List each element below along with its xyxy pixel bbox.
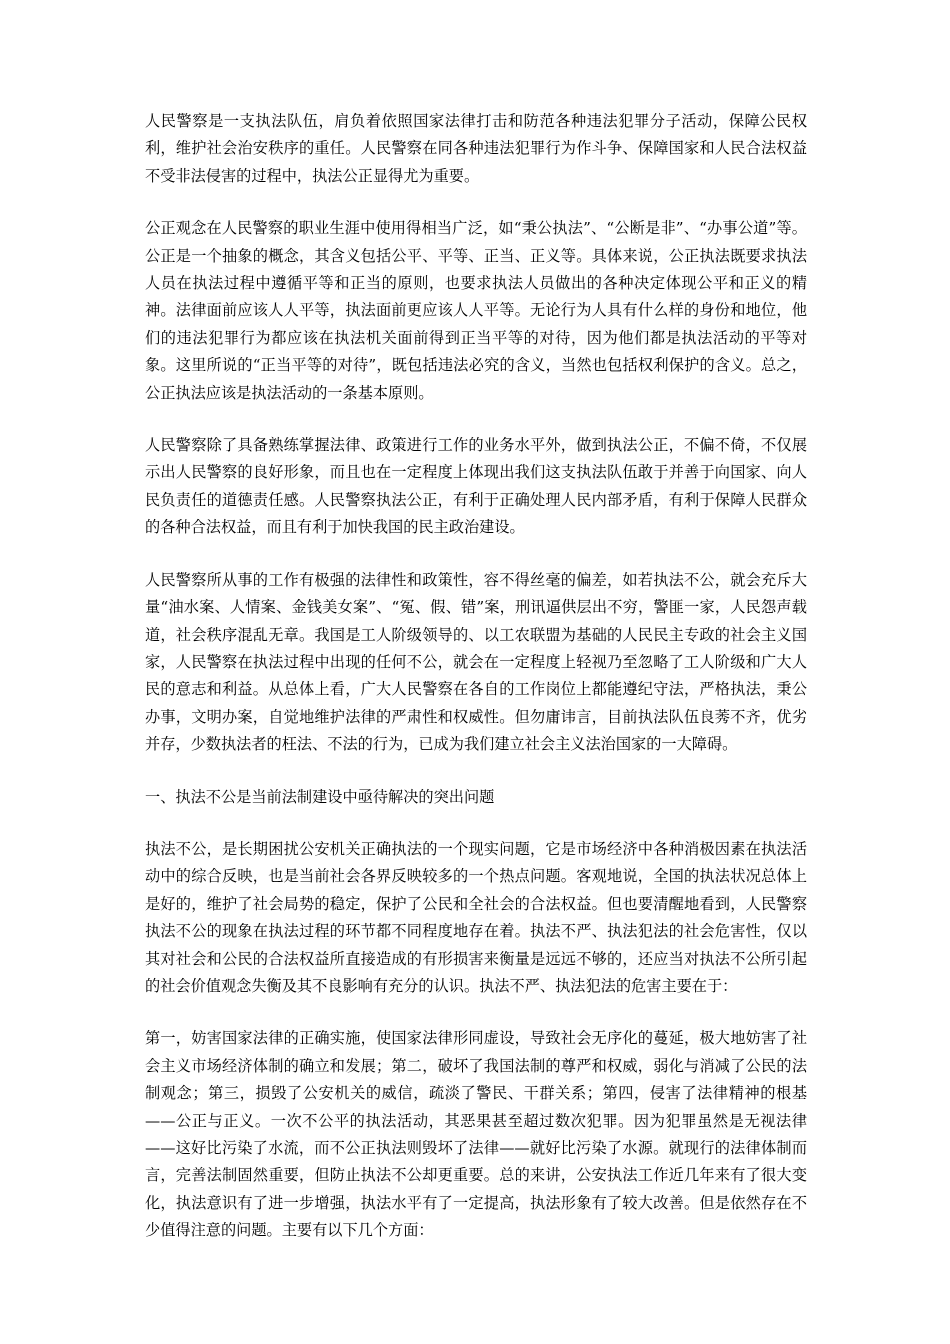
paragraph-4: 人民警察所从事的工作有极强的法律性和政策性，容不得丝毫的偏差，如若执法不公，就会充斥大量“油水案、人情案、金钱美女案”、“冤、假、错”案，刑讯逼供层出不穷，警匪一家，人民怨声载道，社会秩序混乱无章。我国是工人阶级领导的、以工农联盟为基础的人民民主专政的社会主义国家，人民警察在执法过程中出现的任何不公，就会在一定程度上轻视乃至忽略了工人阶级和广大人民的意志和利益。从总体上看，广大人民警察在各自的工作岗位上都能遵纪守法，严格执法，秉公办事，文明办案，自觉地维护法律的严肃性和权威性。但勿庸讳言，目前执法队伍良莠不齐，优劣并存，少数执法者的枉法、不法的行为，已成为我们建立社会主义法治国家的一大障碍。 (145, 570, 807, 754)
paragraph-2: 公正观念在人民警察的职业生涯中使用得相当广泛，如“秉公执法”、“公断是非”、“办事公道”等。公正是一个抽象的概念，其含义包括公平、平等、正当、正义等。具体来说，公正执法既要求执法人员在执法过程中遵循平等和正当的原则，也要求执法人员做出的各种决定体现公平和正义的精神。法律面前应该人人平等，执法面前更应该人人平等。无论行为人具有什么样的身份和地位，他们的违法犯罪行为都应该在执法机关面前得到正当平等的对待，因为他们都是执法活动的平等对象。这里所说的“正当平等的对待”，既包括违法必究的含义，当然也包括权利保护的含义。总之，公正执法应该是执法活动的一条基本原则。 (145, 219, 807, 402)
paragraph-6: 第一，妨害国家法律的正确实施，使国家法律形同虚设，导致社会无序化的蔓延，极大地妨害了社会主义市场经济体制的确立和发展；第二，破坏了我国法制的尊严和权威，弱化与消减了公民的法制观念；第三，损毁了公安机关的威信，疏淡了警民、干群关系；第四，侵害了法律精神的根基——公正与正义。一次不公平的执法活动，其恶果甚至超过数次犯罪。因为犯罪虽然是无视法律——这好比污染了水流，而不公正执法则毁坏了法律——就好比污染了水源。就现行的法律体制而言，完善法制固然重要，但防止执法不公却更重要。总的来讲，公安执法工作近几年来有了很大变化，执法意识有了进一步增强，执法水平有了一定提高，执法形象有了较大改善。但是依然存在不少值得注意的问题。主要有以下几个方面： (145, 1029, 807, 1240)
paragraph-3: 人民警察除了具备熟练掌握法律、政策进行工作的业务水平外，做到执法公正，不偏不倚，不仅展示出人民警察的良好形象，而且也在一定程度上体现出我们这支执法队伍敢于并善于向国家、向人民负责任的道德责任感。人民警察执法公正，有利于正确处理人民内部矛盾，有利于保障人民群众的各种合法权益，而且有利于加快我国的民主政治建设。 (145, 436, 807, 537)
document-body (145, 108, 807, 1270)
section-heading: 一、执法不公是当前法制建设中亟待解决的突出问题 (145, 787, 495, 806)
paragraph-5: 执法不公，是长期困扰公安机关正确执法的一个现实问题，它是市场经济中各种消极因素在执法活动中的综合反映，也是当前社会各界反映较多的一个热点问题。客观地说，全国的执法状况总体上是好的，维护了社会局势的稳定，保护了公民和全社会的合法权益。但也要清醒地看到，人民警察执法不公的现象在执法过程的环节都不同程度地存在着。执法不严、执法犯法的社会危害性，仅以其对社会和公民的合法权益所直接造成的有形损害来衡量是远远不够的，还应当对执法不公所引起的社会价值观念失衡及其不良影响有充分的认识。执法不严、执法犯法的危害主要在于： (145, 839, 807, 995)
paragraph-1: 人民警察是一支执法队伍，肩负着依照国家法律打击和防范各种违法犯罪分子活动，保障公民权利，维护社会治安秩序的重任。人民警察在同各种违法犯罪行为作斗争、保障国家和人民合法权益不受非法侵害的过程中，执法公正显得尤为重要。 (145, 112, 807, 185)
